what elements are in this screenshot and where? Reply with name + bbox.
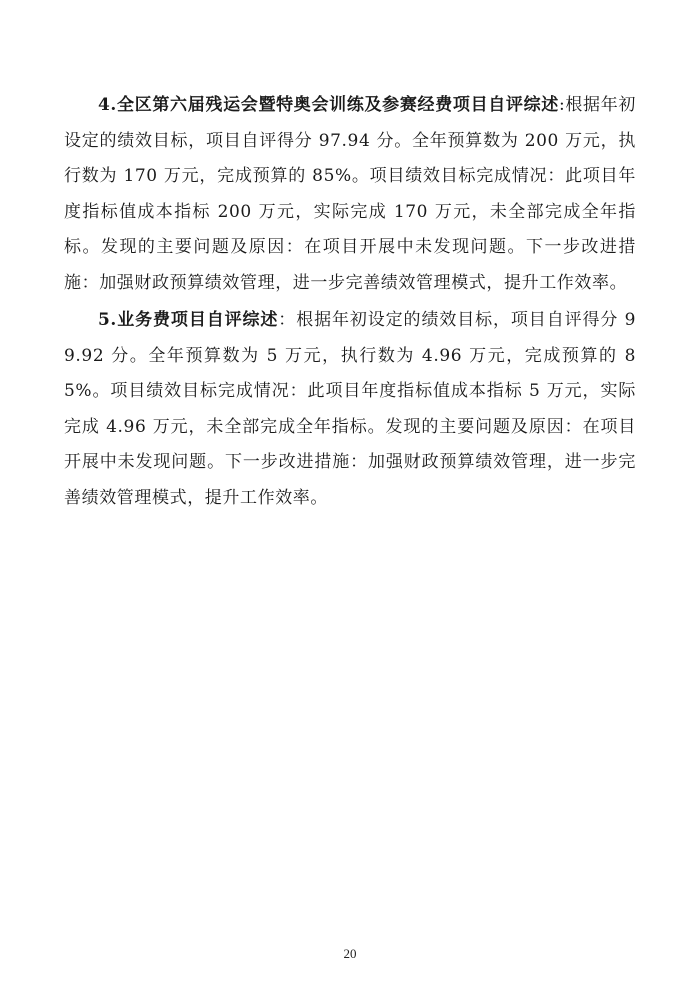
paragraph-text: ：根据年初设定的绩效目标，项目自评得分 99.92 分。全年预算数为 5 万元，执行数为 4.96 万元，完成预算的 85%。项目绩效目标完成情况：此项目年度指标值成本指标 5 万元，实际完成 4.96 万元，未全部完成全年指标。发现的主要问题及原因：在项目开展中未发现问题。下一步改进措施：加强财政预算绩效管理，进一步完善绩效管理模式，提升工作效率。 (64, 310, 636, 508)
paragraph-item-4 (64, 88, 636, 301)
paragraph-item-5 (64, 303, 636, 516)
paragraph-heading: 4.全区第六届残运会暨特奥会训练及参赛经费项目自评综述 (98, 95, 559, 115)
document-body (64, 88, 636, 516)
paragraph-heading: 5.业务费项目自评综述 (98, 310, 279, 330)
page-number: 20 (343, 946, 357, 961)
paragraph-text: :根据年初设定的绩效目标，项目自评得分 97.94 分。全年预算数为 200 万元，执行数为 170 万元，完成预算的 85%。项目绩效目标完成情况：此项目年度指标值成本指标 200 万元，实际完成 170 万元，未全部完成全年指标。发现的主要问题及原因：在项目开展中未发现问题。下一步改进措施：加强财政预算绩效管理，进一步完善绩效管理模式，提升工作效率。 (64, 95, 636, 293)
